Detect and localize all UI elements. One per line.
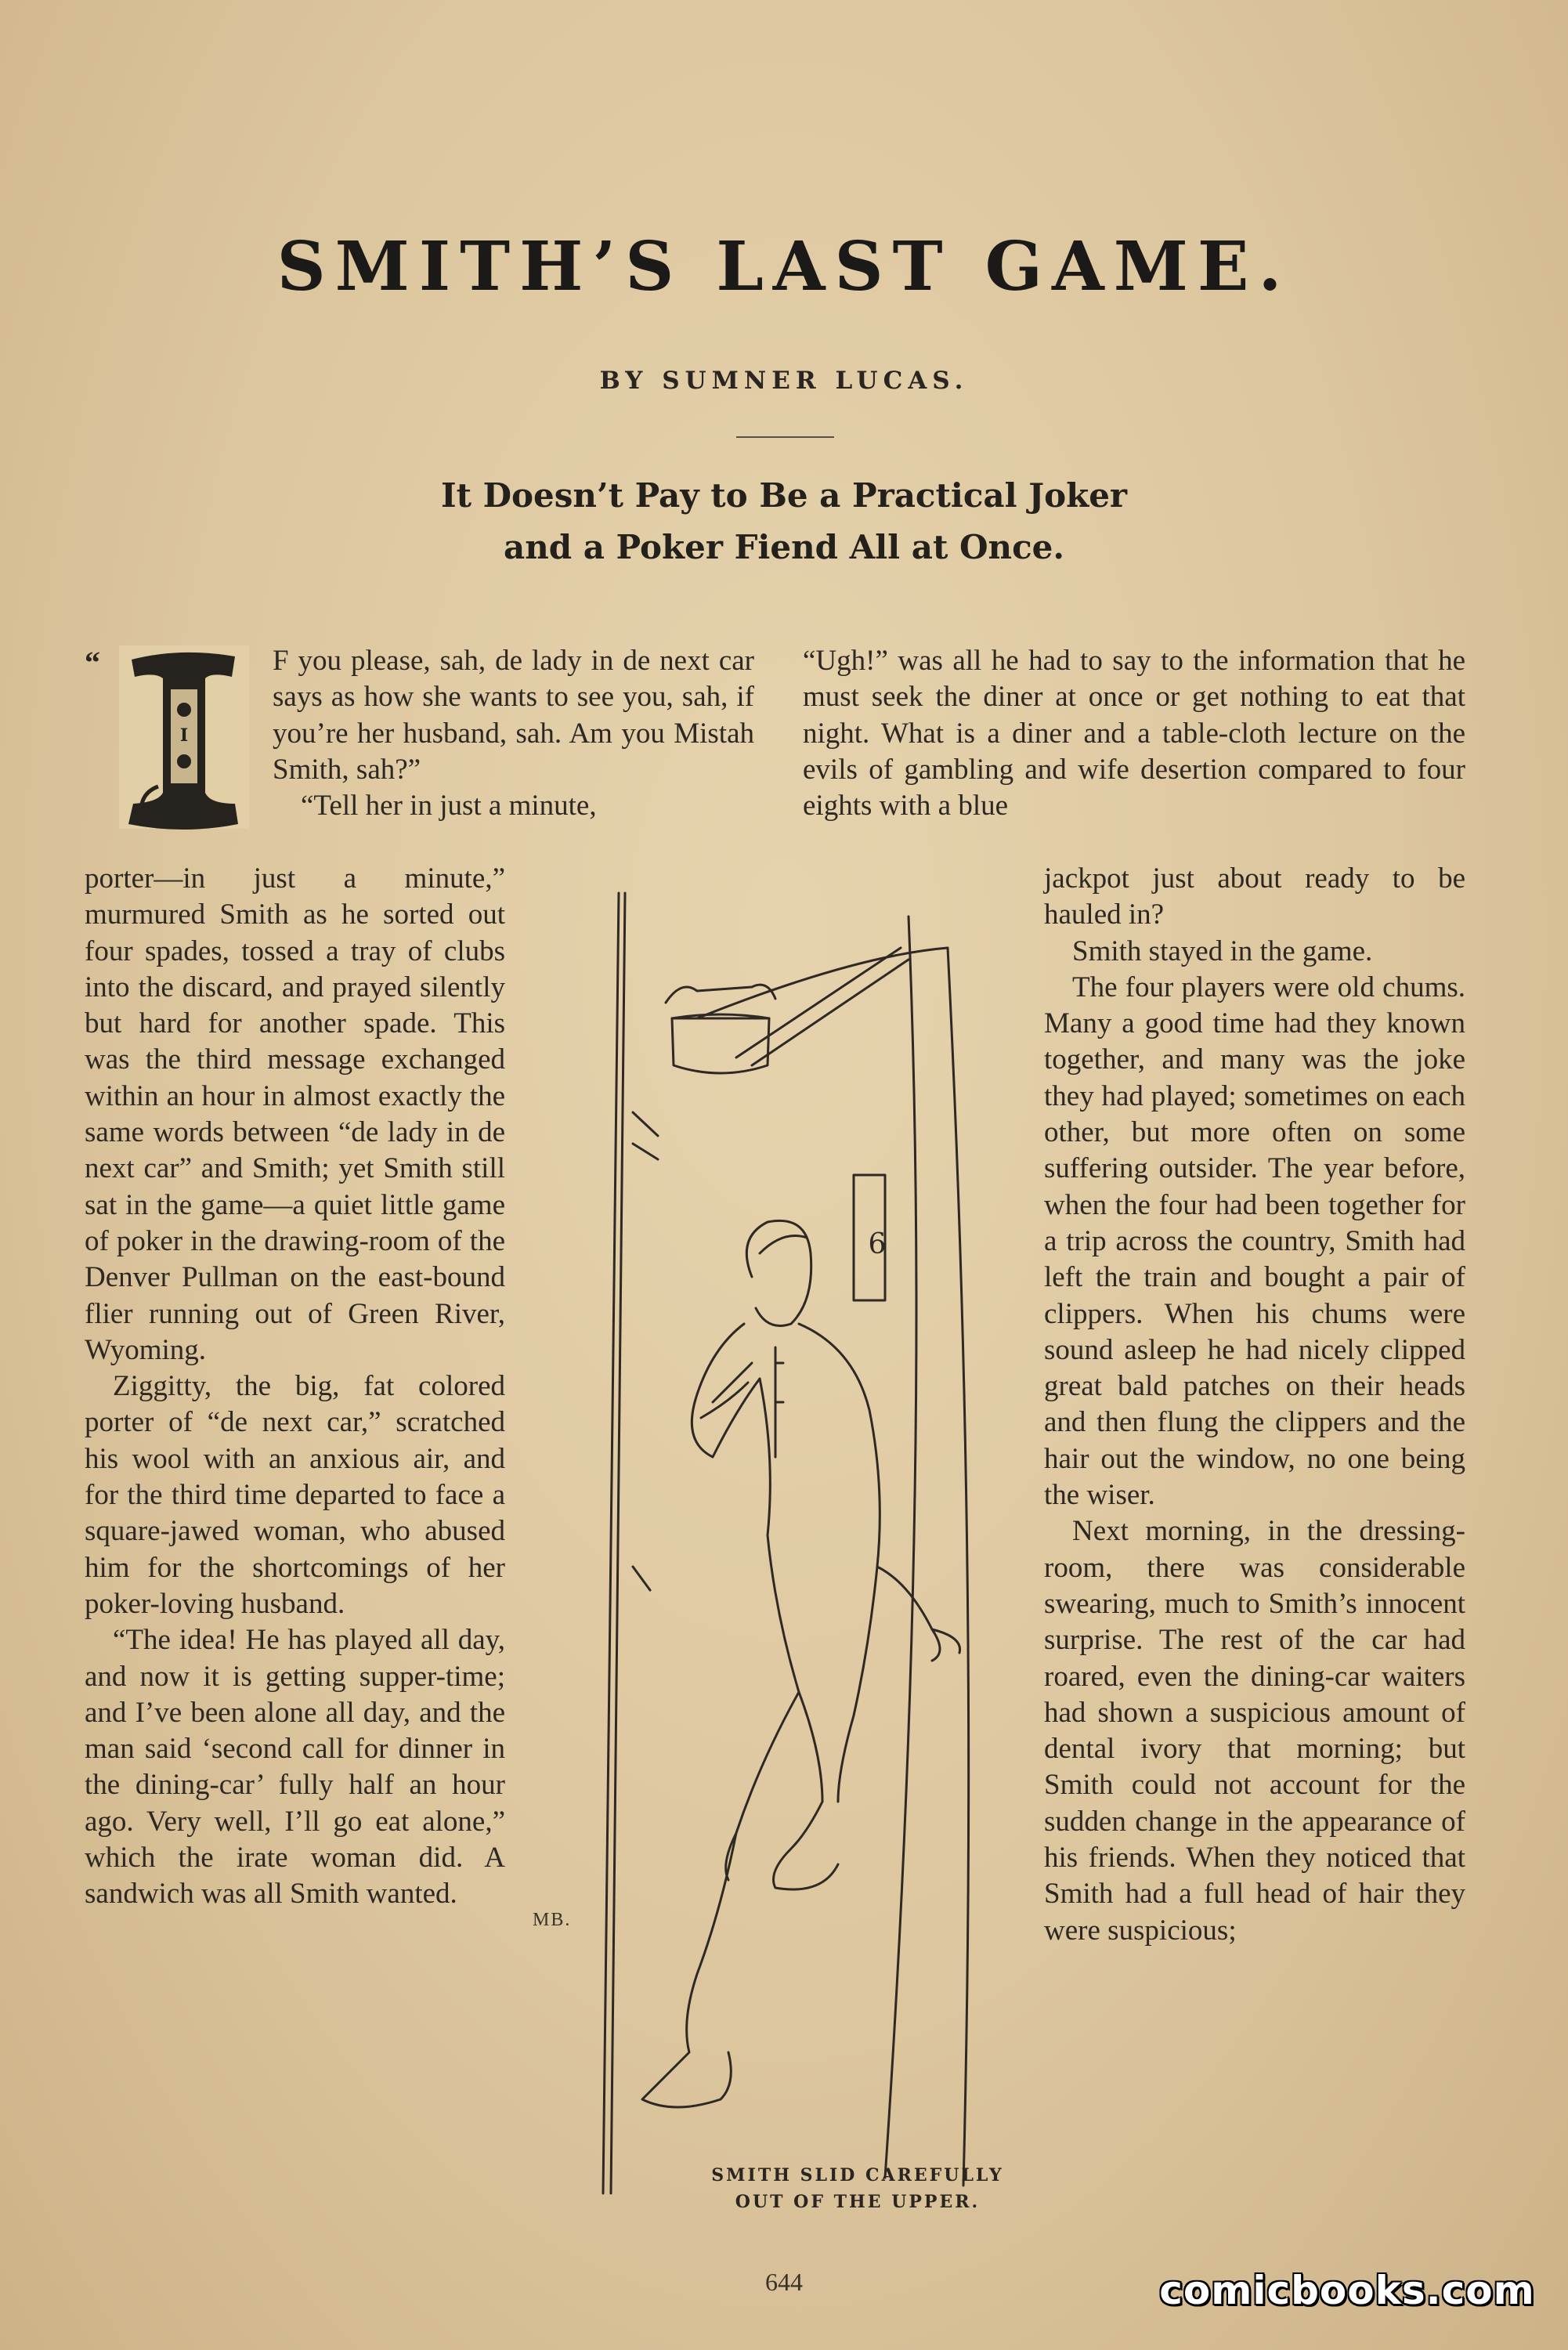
berth-number: 6 — [868, 1228, 887, 1260]
caption-line-2: OUT OF THE UPPER. — [735, 2192, 981, 2212]
right-column — [1044, 861, 1465, 1949]
opening-quote: “ — [85, 645, 100, 680]
paragraph: F you please, sah, de lady in de next car says as how she wants to see you, sah, if you’re her husband, sah. Am you Mistah Smith, sah?” — [273, 645, 754, 786]
artist-signature: MB. — [533, 1910, 572, 1930]
left-column — [85, 861, 505, 1913]
page-number: 644 — [765, 2268, 803, 2296]
caption-line-1: SMITH SLID CAREFULLY — [711, 2165, 1004, 2186]
drop-cap-letter-i — [117, 644, 251, 830]
subtitle-line-2: and a Poker Fiend All at Once. — [503, 528, 1065, 566]
paragraph: Smith stayed in the game. — [1072, 935, 1373, 967]
drop-cap-letter: I — [179, 725, 189, 746]
paragraph: “Ugh!” was all he had to say to the information that he must seek the diner at once or get nothing to eat that night. What is a diner and a table-cloth lecture on the evils of gambling and wife desertion compared to four eights with a blue — [803, 645, 1465, 822]
paragraph: “Tell her in just a minute, — [301, 790, 597, 822]
left-column-top — [273, 643, 754, 824]
paragraph: jackpot just about ready to be hauled in? — [1044, 862, 1465, 931]
paragraph: “The idea! He has played all day, and now it is getting supper-time; and I’ve been alone all day, and the man said ‘second call for dinner in the dining-car’ fully half an hour ago. Very well, I’ll go eat alone,” which the irate woman did. A sandwich was all Smith wanted. — [85, 1624, 505, 1911]
right-column-top — [803, 643, 1465, 824]
paragraph: porter—in just a minute,” murmured Smith as he sorted out four spades, tossed a tray of clubs into the discard, and prayed silently but hard for another spade. This was the third message exchanged within an hour in almost exactly the same words between “de lady in de next car” and Smith; yet Smith still sat in the game—a quiet little game of poker in the drawing-room of the Denver Pullman on the east-bound flier running out of Green River, Wyoming. — [85, 862, 505, 1366]
byline: BY SUMNER LUCAS. — [599, 367, 969, 395]
subtitle — [0, 470, 1568, 573]
paragraph: Ziggitty, the big, fat colored porter of “de next car,” scratched his wool with an anxious air, and for the third time departed to face a square-jawed woman, who abused him for the shortcomings of her poker-loving husband. — [85, 1370, 505, 1620]
paragraph: Next morning, in the dressing-room, there was considerable swearing, much to Smith’s innocent surprise. The rest of the car had roared, even the dining-car waiters had shown a suspicious amount of dental ivory that morning; but Smith could not account for the sudden change in the appearance of his friends. When they noticed that Smith had a full head of hair they were suspicious; — [1044, 1515, 1465, 1947]
watermark-logo: comicbooks.com — [1159, 2268, 1535, 2313]
article-title: SMITH’S LAST GAME. — [276, 227, 1292, 306]
illustration-man-climbing-from-berth — [540, 862, 1042, 2209]
divider-rule — [736, 436, 834, 438]
illustration-caption — [697, 2162, 1018, 2215]
subtitle-line-1: It Doesn’t Pay to Be a Practical Joker — [440, 476, 1128, 515]
paragraph: The four players were old chums. Many a good time had they known together, and many was the joke they had played; sometimes on each other, but more often on some suffering outsider. The year before, when the four had been together for a trip across the country, Smith had left the train and bought a pair of clippers. When his chums were sound asleep he had nicely clipped great bald patches on their heads and then flung the clippers and the hair out the window, no one being the wiser. — [1044, 971, 1465, 1512]
